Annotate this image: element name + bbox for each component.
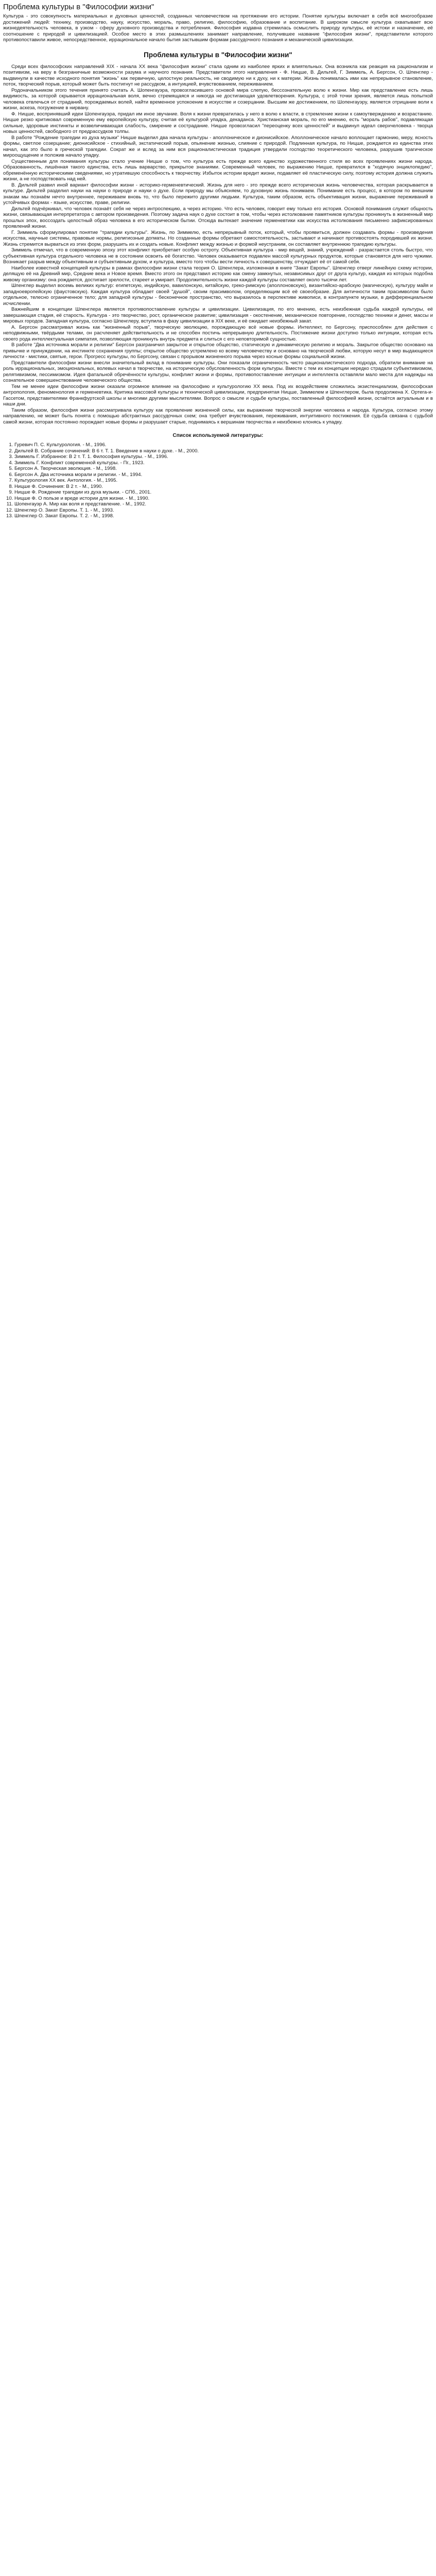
reference-item: 9. Ницше Ф. Рождение трагедии из духа музыки. - СПб., 2001. (14, 489, 433, 496)
reference-item: 7. Культурология XX век. Антология. - М., 1995. (14, 478, 433, 484)
references-title: Список используемой литературы: (172, 433, 264, 438)
article-paragraph: Дильтей подчёркивал, что человек познаёт себя не через интроспекцию, а через историю. Что есть человек, говорит ему только его история. Основой понимания служит общность жизни, связывающая интерпретатора с автором произведения. Поэтому задача наук о духе состоит в том, чтобы через истолкование памятников культуры проникнуть в жизненный мир прошлых эпох, воссоздать целостный образ человека в его историческом бытии. Отсюда вытекает значение герменевтики как искусства истолкования письменно зафиксированных проявлений жизни. (3, 206, 433, 229)
reference-item: 2. Дильтей В. Собрание сочинений: В 6 т. Т. 1. Введение в науки о духе. - М., 2000. (14, 448, 433, 454)
reference-item: 6. Бергсон А. Два источника морали и религии. - М., 1994. (14, 472, 433, 478)
article-paragraph: А. Бергсон рассматривал жизнь как "жизненный порыв", творческую эволюцию, порождающую всё новые формы. Интеллект, по Бергсону, приспособлен для действия с неподвижными, твёрдыми телами, он расчленяет действительность и не способен постичь непрерывную длительность. Постижение жизни доступно только интуиции, которая есть своего рода интеллектуальная симпатия, позволяющая проникнуть внутрь предмета и слиться с его неповторимой сущностью. (3, 324, 433, 342)
reference-item: 12. Шпенглер О. Закат Европы. Т. 1. - М., 1993. (14, 507, 433, 514)
article-paragraph: В работе "Рождение трагедии из духа музыки" Ницше выделил два начала культуры - аполлоническое и дионисийское. Аполлоническое начало воплощает гармонию, меру, ясность формы, светлое созерцание; дионисийское - стихийный, экстатический порыв, опьянение жизнью, слияние с природой. Подлинная культура, по Ницше, рождается из единства этих начал, как это было в греческой трагедии. Сократ же и вслед за ним вся рационалистическая традиция утвердили господство теоретического человека, разрушив трагическое мироощущение и положив начало упадку. (3, 134, 433, 158)
article-paragraph: Г. Зиммель сформулировал понятие "трагедии культуры". Жизнь, по Зиммелю, есть непрерывный поток, который, чтобы проявиться, должен создавать формы - произведения искусства, научные системы, правовые нормы, религиозные догматы. Но созданные формы обретают самостоятельность, застывают и начинают противостоять породившей их жизни. Жизнь стремится вырваться из этих форм, разрушить их и создать новые. Конфликт между жизнью и формой неустраним, он составляет внутреннюю трагедию культуры. (3, 229, 433, 247)
reference-item: 10. Ницше Ф. О пользе и вреде истории для жизни. - М., 1990. (14, 496, 433, 502)
reference-item: 13. Шпенглер О. Закат Европы. Т. 2. - М., 1998. (14, 513, 433, 519)
article-body (3, 64, 433, 426)
article-paragraph: Родоначальником этого течения принято считать А. Шопенгауэра, провозгласившего основой мира слепую, бессознательную волю к жизни. Мир как представление есть лишь видимость, за которой скрывается иррациональная воля, вечно стремящаяся и никогда не достигающая удовлетворения. Культура, с этой точки зрения, является лишь попыткой человека отвлечься от страданий, порождаемых волей, найти временное успокоение в искусстве и созерцании. Высшим же достижением, по Шопенгауэру, является отрицание воли к жизни, аскеза, погружение в нирвану. (3, 87, 433, 111)
reference-item: 8. Ницше Ф. Сочинения: В 2 т. - М., 1990. (14, 484, 433, 490)
article-paragraph: В. Дильтей развил иной вариант философии жизни - историко-герменевтический. Жизнь для него - это прежде всего историческая жизнь человечества, которая раскрывается в культуре. Дильтей разделил науки на науки о природе и науки о духе. Если природу мы объясняем, то духовную жизнь понимаем. Понимание есть процесс, в котором по внешним знакам мы познаём нечто внутреннее, переживаем вновь то, что было пережито другими людьми. Культура, таким образом, есть объективация жизни, выражение переживаний в устойчивых формах - языке, искусстве, праве, религии. (3, 182, 433, 206)
article-paragraph: Важнейшим в концепции Шпенглера является противопоставление культуры и цивилизации. Цивилизация, по его мнению, есть неизбежная судьба каждой культуры, её завершающая стадия, её старость. Культура - это творчество, рост, органическое развитие; цивилизация - окостенение, механическое повторение, господство техники и денег, массы и мировых городов. Западная культура, согласно Шпенглеру, вступила в фазу цивилизации в XIX веке, и её ожидает неизбежный закат. (3, 307, 433, 324)
article-paragraph: Шпенглер выделил восемь великих культур: египетскую, индийскую, вавилонскую, китайскую, греко-римскую (аполлоновскую), византийско-арабскую (магическую), культуру майя и западноевропейскую (фаустовскую). Каждая культура обладает своей "душой", своим прасимволом, определяющим всё её своеобразие. Для античности таким прасимволом было отдельное, телесно ограниченное тело; для западной культуры - бесконечное пространство, что выразилось в перспективе живописи, в контрапункте музыки, в дифференциальном исчислении. (3, 283, 433, 307)
intro-paragraph: Культура - это совокупность материальных и духовных ценностей, созданных человечеством на протяжении его истории. Понятие культуры включает в себя всё многообразие достижений людей: технику, производство, науку, искусство, мораль, право, религию, философию, образование и воспитание. В широком смысле культура охватывает всю жизнедеятельность человека, в узком - сферу духовного производства и потребления. Философия издавна стремилась осмыслить природу культуры, её истоки и назначение, её соотношение с природой и цивилизацией. Особое место в этих размышлениях занимает направление, получившее название "философия жизни", представители которого противопоставили живое, непосредственное, иррациональное начало бытия застывшим формам рассудочного познания и механической цивилизации. (3, 13, 433, 43)
page-title: Проблема культуры в "Философии жизни" (3, 3, 154, 11)
reference-item: 1. Гуревич П. С. Культурология. - М., 1996. (14, 442, 433, 448)
article-paragraph: Существенным для понимания культуры стало учение Ницше о том, что культура есть прежде всего единство художественного стиля во всех проявлениях жизни народа. Образованность, лишённая такого единства, есть лишь варварство, прикрытое знаниями. Современный человек, по выражению Ницше, превратился в "ходячую энциклопедию", обременённую историческими сведениями, но утратившую способность к творчеству. Избыток истории вредит жизни, подавляет её пластическую силу, поэтому история должна служить жизни, а не господствовать над ней. (3, 158, 433, 182)
article-paragraph: Среди всех философских направлений XIX - начала XX века "философия жизни" стала одним из наиболее ярких и влиятельных. Она возникла как реакция на рационализм и позитивизм, на веру в безграничные возможности разума и научного познания. Представители этого направления - Ф. Ницше, В. Дильтей, Г. Зиммель, А. Бергсон, О. Шпенглер - выдвинули в качестве исходного понятия "жизнь" как первичную, целостную реальность, не сводимую ни к духу, ни к материи. Жизнь понималась ими как непрерывное становление, поток, творческий порыв, который может быть постигнут не рассудком, а интуицией, вчувствованием, переживанием. (3, 63, 433, 87)
references-section (3, 432, 433, 519)
article-title: Проблема культуры в "Философии жизни" (144, 50, 292, 59)
article-paragraph: Наиболее известной концепцией культуры в рамках философии жизни стала теория О. Шпенглера, изложенная в книге "Закат Европы". Шпенглер отверг линейную схему истории, делящую её на Древний мир, Средние века и Новое время. Вместо этого он представил историю как смену замкнутых, независимых друг от друга культур, каждая из которых подобна живому организму: она рождается, достигает зрелости, стареет и умирает. Продолжительность жизни каждой культуры составляет около тысячи лет. (3, 265, 433, 283)
article-paragraph: Тем не менее идеи философии жизни оказали огромное влияние на философию и культурологию XX века. Под их воздействием сложились экзистенциализм, философская антропология, феноменология и герменевтика. Критика массовой культуры и технической цивилизации, предпринятая Ницше, Зиммелем и Шпенглером, была продолжена Х. Ортега-и-Гассетом, представителями Франкфуртской школы и многими другими мыслителями. Вопрос о смысле и судьбе культуры, поставленный философией жизни, остаётся актуальным и в наши дни. (3, 383, 433, 407)
article-paragraph: Таким образом, философия жизни рассматривала культуру как проявление жизненной силы, как выражение творческой энергии человека и народа. Культура, согласно этому направлению, не может быть понята с помощью абстрактных рассудочных схем; она требует вчувствования, переживания, интуитивного постижения. Её судьба связана с судьбой самой жизни, которая постоянно порождает новые формы и разрушает старые, поднимаясь к вершинам творчества и неизбежно клонясь к упадку. (3, 407, 433, 425)
article-paragraph: Ф. Ницше, воспринявший идеи Шопенгауэра, придал им иное звучание. Воля к жизни превратилась у него в волю к власти, в стремление жизни к самоутверждению и возрастанию. Ницше резко критиковал современную ему европейскую культуру, считая её культурой упадка, декаданса. Христианская мораль, по его мнению, есть "мораль рабов", подавляющая сильные, здоровые инстинкты и возвеличивающая слабость, смирение и сострадание. Ницше провозгласил "переоценку всех ценностей" и выдвинул идеал сверхчеловека - творца новых ценностей, свободного от предрассудков толпы. (3, 111, 433, 134)
reference-item: 5. Бергсон А. Творческая эволюция. - М., 1998. (14, 466, 433, 472)
article-paragraph: Зиммель отмечал, что в современную эпоху этот конфликт приобретает особую остроту. Объективная культура - мир вещей, знаний, учреждений - разрастается столь быстро, что субъективная культура отдельного человека не в состоянии освоить её богатство. Человек оказывается подавлен массой культурных продуктов, которые становятся для него чужими. Возникает разрыв между объективным и субъективным духом, и культура, вместо того чтобы вести личность к совершенству, отчуждает её от самой себя. (3, 247, 433, 265)
reference-item: 11. Шопенгауэр А. Мир как воля и представление. - М., 1992. (14, 501, 433, 507)
article-paragraph: В работе "Два источника морали и религии" Бергсон разграничил закрытое и открытое общество, статическую и динамическую религию и мораль. Закрытое общество основано на привычке и принуждении, на инстинкте сохранения группы; открытое общество устремлено ко всему человечеству и основано на творческой любви, которую несут в мир выдающиеся личности - мистики, святые, герои. Прогресс культуры, по Бергсону, связан с прорывом жизненного порыва через косные формы социальной жизни. (3, 342, 433, 360)
reference-item: 4. Зиммель Г. Конфликт современной культуры. - Пг., 1923. (14, 460, 433, 466)
references-list (3, 442, 433, 519)
article-paragraph: Представители философии жизни внесли значительный вклад в понимание культуры. Они показали ограниченность чисто рационалистического подхода, обратили внимание на роль иррациональных, эмоциональных, волевых начал в творчестве, на историческую обусловленность форм культуры. Вместе с тем их концепции нередко страдали субъективизмом, релятивизмом, пессимизмом. Идея фатальной обречённости культуры, конфликт жизни и формы, противопоставление интуиции и интеллекта оставляли мало места для надежды на сознательное совершенствование человеческого общества. (3, 360, 433, 383)
reference-item: 3. Зиммель Г. Избранное: В 2 т. Т. 1. Философия культуры. - М., 1996. (14, 454, 433, 460)
intro-section (3, 13, 433, 43)
